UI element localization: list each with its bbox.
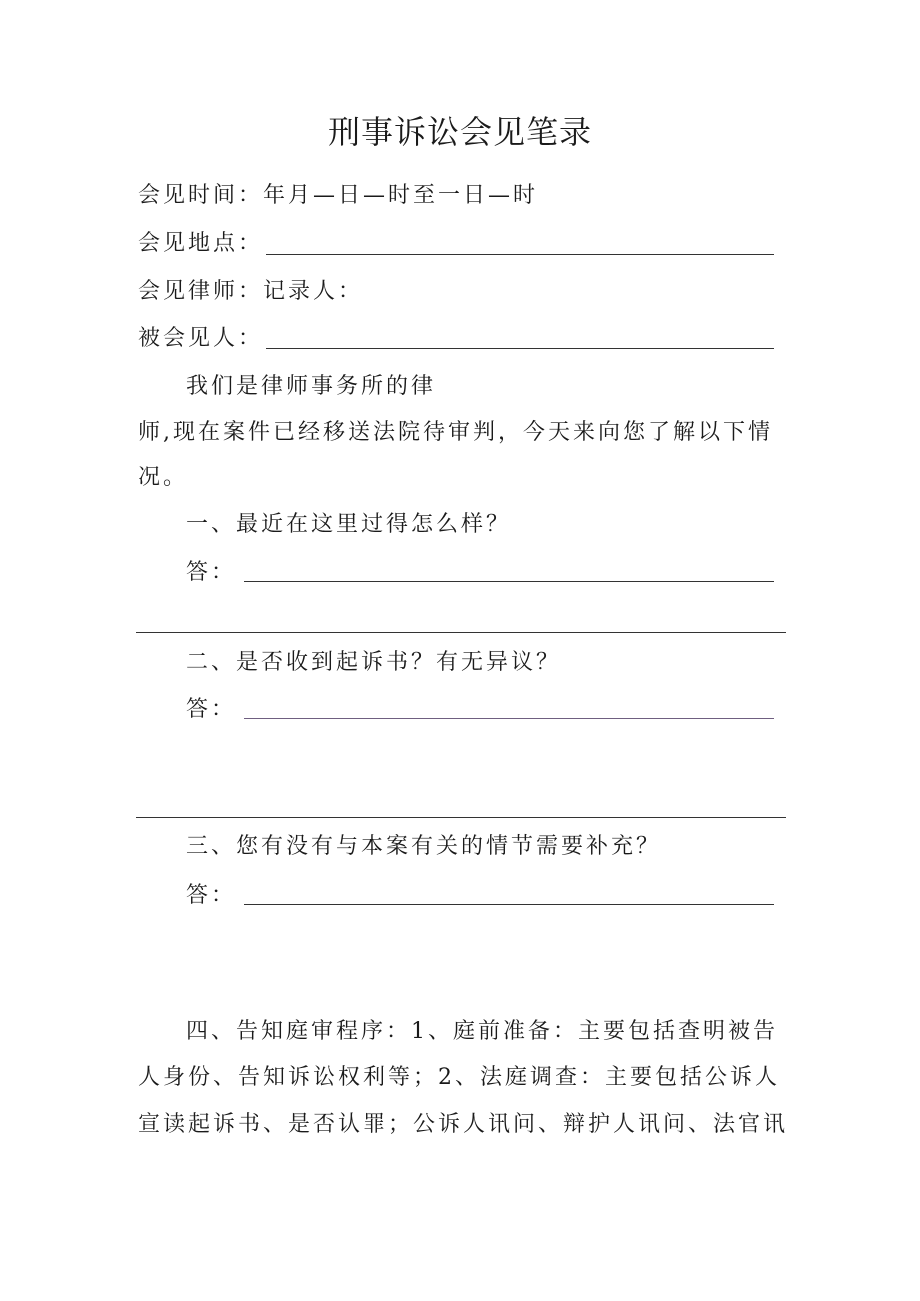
section-4-line-2: 人身份、告知诉讼权利等；2、法庭调查：主要包括公诉人 [138, 1065, 780, 1090]
section-4-line-3: 宣读起诉书、是否认罪；公诉人讯问、辩护人讯问、法官讯 [138, 1112, 789, 1137]
intro-line-3: 况。 [138, 465, 189, 490]
meeting-place-label: 会见地点： [138, 231, 264, 256]
meeting-place-blank [266, 254, 774, 255]
answer-1-blank-extra [136, 632, 786, 633]
answer-2-blank [244, 718, 774, 719]
interviewee-label: 被会见人： [138, 326, 264, 351]
answer-3-label: 答： [186, 883, 237, 908]
answer-1-blank [244, 581, 774, 582]
intro-line-2: 师,现在案件已经移送法院待审判，今天来向您了解以下情 [138, 420, 773, 445]
question-1: 一、最近在这里过得怎么样？ [186, 512, 512, 537]
question-2: 二、是否收到起诉书？有无异议？ [186, 650, 562, 675]
intro-line-1: 我们是律师事务所的律 [186, 374, 437, 399]
interviewee-blank [266, 348, 774, 349]
section-4-line-1: 四、告知庭审程序：1、庭前准备：主要包括查明被告 [186, 1019, 778, 1044]
lawyer-recorder-line: 会见律师：记录人： [138, 279, 364, 304]
answer-3-blank [244, 904, 774, 905]
answer-1-label: 答： [186, 560, 237, 585]
answer-2-blank-extra [136, 817, 786, 818]
answer-2-label: 答： [186, 697, 237, 722]
meeting-time-line: 会见时间：年月—日—时至一日—时 [138, 183, 539, 208]
page-title: 刑事诉讼会见笔录 [327, 113, 592, 151]
question-3: 三、您有没有与本案有关的情节需要补充？ [186, 834, 662, 859]
